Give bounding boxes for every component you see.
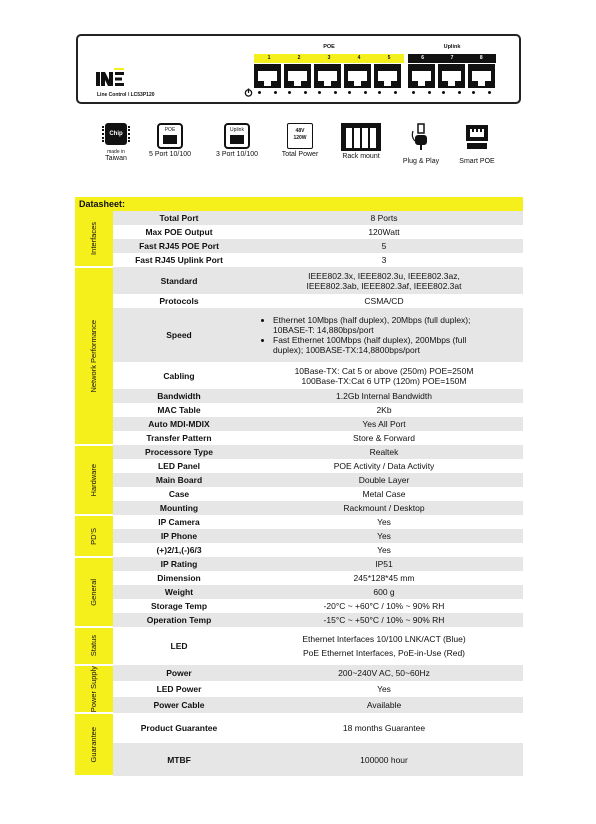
feature-rack-mount — [335, 123, 387, 160]
row-value: Yes — [245, 529, 523, 543]
row-label: Transfer Pattern — [113, 431, 245, 445]
table-row — [75, 599, 523, 613]
row-value — [245, 627, 523, 665]
row-value: Metal Case — [245, 487, 523, 501]
port-number: 4 — [357, 55, 361, 61]
datasheet-title: Datasheet: — [75, 197, 523, 211]
row-value-line: PoE Ethernet Interfaces, PoE-in-Use (Red) — [302, 648, 466, 658]
row-label: Main Board — [113, 473, 245, 487]
uplink-port-icon — [224, 123, 250, 149]
led-icon — [258, 91, 261, 94]
row-value: Rackmount / Desktop — [245, 501, 523, 515]
port-number: 3 — [327, 55, 331, 61]
row-label: Total Port — [113, 211, 245, 225]
row-value: Yes — [245, 681, 523, 697]
row-value: Available — [245, 697, 523, 713]
row-value: -15°C ~ +50°C / 10% ~ 90% RH — [245, 613, 523, 627]
poe-number-strip — [254, 54, 404, 63]
row-value: 600 g — [245, 585, 523, 599]
table-row — [75, 613, 523, 627]
row-value: 2Kb — [245, 403, 523, 417]
feature-poe-ports — [143, 123, 197, 158]
row-value: 18 months Guarantee — [245, 713, 523, 743]
row-value: Store & Forward — [245, 431, 523, 445]
table-row — [75, 585, 523, 599]
row-label: Power Cable — [113, 697, 245, 713]
rj45-port-icon — [468, 64, 495, 88]
category-cell — [75, 557, 113, 627]
feature-caption: Plug & Play — [402, 158, 440, 165]
led-icon — [304, 91, 307, 94]
row-label: Speed — [113, 308, 245, 362]
category-cell — [75, 713, 113, 776]
port-number: 6 — [421, 55, 425, 61]
row-value: IP51 — [245, 557, 523, 571]
category-cell — [75, 211, 113, 267]
category-cell — [75, 445, 113, 515]
rj45-port-icon — [284, 64, 311, 88]
row-label: LED Power — [113, 681, 245, 697]
led-icon — [458, 91, 461, 94]
uplink-leds — [408, 91, 495, 94]
led-icon — [428, 91, 431, 94]
category-label: Power Supply — [89, 666, 98, 713]
row-value-line: IEEE802.3ab, IEEE802.3af, IEEE802.3at — [306, 280, 462, 291]
table-row — [75, 665, 523, 681]
category-label: PD'S — [89, 527, 98, 545]
row-value-line: 100Base-TX:Cat 6 UTP (120m) POE=150M — [301, 375, 467, 386]
speed-bullet — [273, 335, 521, 355]
row-label: MTBF — [113, 743, 245, 776]
table-row — [75, 529, 523, 543]
led-icon — [288, 91, 291, 94]
poe-group-label: POE — [323, 44, 335, 50]
power-icon — [244, 88, 253, 97]
row-value: Double Layer — [245, 473, 523, 487]
feature-caption: 5 Port 10/100 — [148, 151, 192, 158]
row-value — [245, 362, 523, 389]
row-value: CSMA/CD — [245, 294, 523, 308]
table-row — [75, 225, 523, 239]
row-value — [245, 308, 523, 362]
row-label: IP Rating — [113, 557, 245, 571]
row-value: Yes — [245, 543, 523, 557]
port-number: 2 — [297, 55, 301, 61]
port-number: 7 — [450, 55, 454, 61]
row-label: Fast RJ45 Uplink Port — [113, 253, 245, 267]
table-row — [75, 743, 523, 776]
total-power-voltage: 48V — [295, 128, 305, 134]
row-value: 120Watt — [245, 225, 523, 239]
category-cell — [75, 515, 113, 557]
category-label: Network Performance — [89, 319, 98, 393]
led-icon — [364, 91, 367, 94]
table-row — [75, 308, 523, 362]
row-value: Yes All Port — [245, 417, 523, 431]
category-cell — [75, 627, 113, 665]
chip-icon — [105, 123, 127, 145]
feature-total-power — [275, 123, 325, 158]
row-label: Power — [113, 665, 245, 681]
table-row — [75, 417, 523, 431]
table-row — [75, 501, 523, 515]
row-label: LED — [113, 627, 245, 665]
table-row — [75, 253, 523, 267]
rj45-port-icon — [408, 64, 435, 88]
table-row — [75, 697, 523, 713]
led-icon — [412, 91, 415, 94]
port-number: 5 — [387, 55, 391, 61]
row-value: -20°C ~ +60°C / 10% ~ 90% RH — [245, 599, 523, 613]
table-row — [75, 431, 523, 445]
feature-caption: Taiwan — [105, 155, 127, 162]
poe-port-tag: POE — [161, 127, 179, 133]
table-row — [75, 211, 523, 225]
port-number: 8 — [479, 55, 483, 61]
row-value-line: 10Base-TX: Cat 5 or above (250m) POE=250M — [294, 365, 474, 376]
row-label: Auto MDI-MDIX — [113, 417, 245, 431]
row-label: (+)2/1,(-)6/3 — [113, 543, 245, 557]
row-value-line: Ethernet Interfaces 10/100 LNK/ACT (Blue) — [302, 634, 466, 644]
row-value-line: IEEE802.3x, IEEE802.3u, IEEE802.3az, — [308, 270, 460, 281]
poe-leds — [254, 91, 401, 94]
row-value — [245, 267, 523, 294]
row-label: IP Phone — [113, 529, 245, 543]
table-row — [75, 571, 523, 585]
smart-poe-icon — [464, 123, 490, 151]
chip-icon-text: Chip — [109, 131, 123, 137]
feature-chip — [99, 123, 133, 162]
row-label: Fast RJ45 POE Port — [113, 239, 245, 253]
uplink-port-tag: Uplink — [228, 127, 246, 133]
uplink-ports — [408, 64, 495, 88]
rj45-port-icon — [344, 64, 371, 88]
row-label: Processore Type — [113, 445, 245, 459]
row-label: Storage Temp — [113, 599, 245, 613]
poe-port-icon — [157, 123, 183, 149]
row-value: 200~240V AC, 50~60Hz — [245, 665, 523, 681]
poe-ports — [254, 64, 401, 88]
row-label: MAC Table — [113, 403, 245, 417]
row-label: Bandwidth — [113, 389, 245, 403]
table-row — [75, 239, 523, 253]
row-value-line: • Fast Ethernet 100Mbps (half duplex), 200Mbps (full — [273, 335, 467, 345]
uplink-number-strip — [408, 54, 496, 63]
rj45-port-icon — [254, 64, 281, 88]
feature-caption: 3 Port 10/100 — [215, 151, 259, 158]
table-row — [75, 515, 523, 529]
table-row — [75, 627, 523, 665]
row-value-line: • Ethernet 10Mbps (half duplex), 20Mbps (full duplex); — [273, 315, 471, 325]
row-label: Weight — [113, 585, 245, 599]
row-value: 8 Ports — [245, 211, 523, 225]
row-label: Cabling — [113, 362, 245, 389]
led-icon — [472, 91, 475, 94]
row-value: 100000 hour — [245, 743, 523, 776]
led-icon — [442, 91, 445, 94]
feature-smart-poe — [452, 123, 502, 165]
table-row — [75, 445, 523, 459]
rack-mount-icon — [341, 123, 381, 151]
table-row — [75, 459, 523, 473]
row-label: IP Camera — [113, 515, 245, 529]
feature-caption: Total Power — [281, 151, 319, 158]
rj45-port-icon — [438, 64, 465, 88]
led-icon — [378, 91, 381, 94]
uplink-group-label: Uplink — [443, 44, 461, 50]
category-label: Guarantee — [89, 727, 98, 763]
table-row — [75, 389, 523, 403]
row-label: Case — [113, 487, 245, 501]
model-name: Line Control \ LC53P120 — [97, 92, 155, 98]
row-value: Yes — [245, 515, 523, 529]
feature-caption: Rack mount — [342, 153, 380, 160]
category-cell — [75, 665, 113, 713]
feature-uplink-ports — [209, 123, 265, 158]
plug-icon — [411, 123, 431, 151]
port-number: 1 — [267, 55, 271, 61]
row-label: Dimension — [113, 571, 245, 585]
total-power-watt: 120W — [293, 135, 307, 141]
row-value: 245*128*45 mm — [245, 571, 523, 585]
table-row — [75, 557, 523, 571]
row-label: LED Panel — [113, 459, 245, 473]
led-icon — [274, 91, 277, 94]
table-row — [75, 362, 523, 389]
rj45-port-icon — [374, 64, 401, 88]
brand-logo — [96, 68, 124, 92]
table-row — [75, 403, 523, 417]
table-row — [75, 713, 523, 743]
led-icon — [348, 91, 351, 94]
table-row — [75, 267, 523, 294]
led-icon — [334, 91, 337, 94]
row-value: Realtek — [245, 445, 523, 459]
category-label: Interfaces — [89, 222, 98, 255]
feature-plug-play — [396, 123, 446, 165]
row-label: Max POE Output — [113, 225, 245, 239]
led-icon — [394, 91, 397, 94]
row-label: Product Guarantee — [113, 713, 245, 743]
datasheet-table — [75, 211, 523, 777]
table-row — [75, 294, 523, 308]
led-icon — [488, 91, 491, 94]
row-value-line: 10BASE-T: 14,880bps/port — [273, 325, 374, 335]
feature-caption: Smart POE — [459, 158, 495, 165]
row-label: Mounting — [113, 501, 245, 515]
category-cell — [75, 267, 113, 445]
table-row — [75, 681, 523, 697]
row-label: Operation Temp — [113, 613, 245, 627]
feature-caption-small: made in — [107, 149, 125, 155]
table-row — [75, 473, 523, 487]
switch-front-panel — [76, 34, 521, 104]
row-value: 3 — [245, 253, 523, 267]
table-row — [75, 487, 523, 501]
row-value: POE Activity / Data Activity — [245, 459, 523, 473]
row-value: 1.2Gb Internal Bandwidth — [245, 389, 523, 403]
row-label: Protocols — [113, 294, 245, 308]
table-row — [75, 543, 523, 557]
row-label: Standard — [113, 267, 245, 294]
category-label: Hardware — [89, 463, 98, 497]
rj45-port-icon — [314, 64, 341, 88]
category-label: Status — [89, 635, 98, 657]
row-value: 5 — [245, 239, 523, 253]
speed-bullet — [273, 315, 521, 335]
row-value-line: duplex); 100BASE-TX:14,8800bps/port — [273, 345, 420, 355]
total-power-icon — [287, 123, 313, 149]
led-icon — [318, 91, 321, 94]
category-label: General — [89, 578, 98, 606]
